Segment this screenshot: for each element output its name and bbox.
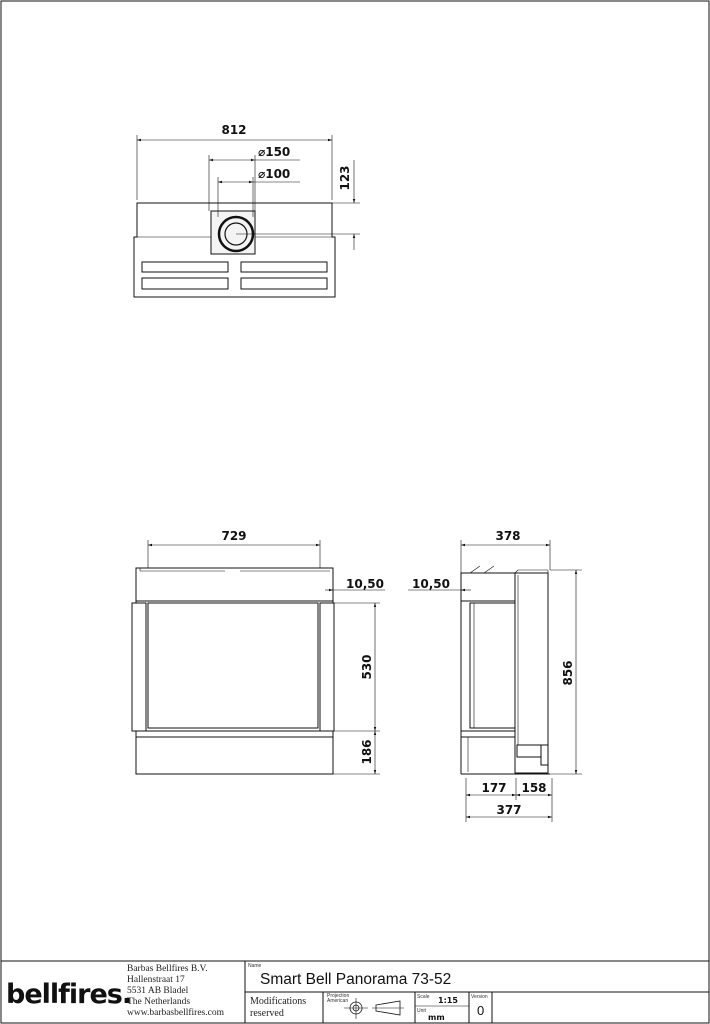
dimension-label-377: 377 [496,803,522,817]
vent-slot [241,278,327,289]
dimension-label-812: 812 [221,123,247,137]
vent-slot [142,262,228,272]
front-left-post [132,603,146,731]
modifications-note: reserved [250,1008,284,1019]
vent-slot [241,262,327,272]
side-back-section [515,573,548,773]
dimension-label-856: 856 [561,660,575,686]
dimension-label-10-50-front: 10,50 [346,577,384,591]
projection-caption: American [327,998,349,1004]
sheet-border [1,1,709,1023]
front-view [132,529,385,774]
dimension-label-530: 530 [360,654,374,680]
version-caption: Version [471,994,488,1000]
dimension-label-729: 729 [221,529,247,543]
address-line: www.barbasbellfires.com [127,1008,224,1018]
projection-caption: Projection [327,993,350,999]
address-line: Barbas Bellfires B.V. [127,964,208,974]
dimension-label-177: 177 [481,781,507,795]
front-glass-panel [148,603,318,728]
vent-slot [142,278,228,289]
company-logo: bellfires. [6,979,132,1010]
product-name: Smart Bell Panorama 73-52 [260,971,452,988]
name-caption: Name [248,963,262,969]
dimension-label-150: ⌀150 [258,145,291,159]
scale-caption: Scale [417,994,430,1000]
unit-caption: Unit [417,1008,426,1014]
side-glass-panel [470,603,515,728]
version-value: 0 [477,1003,485,1018]
projection-symbol-icon [344,998,404,1019]
dimension-label-10-50-side: 10,50 [412,577,450,591]
top-view [134,123,360,297]
address-line: The Netherlands [127,997,191,1007]
dimension-label-158: 158 [521,781,547,795]
modifications-note: Modifications [250,996,307,1007]
scale-value: 1:15 [438,996,458,1005]
title-block [1,961,709,1023]
side-view [408,529,582,822]
dimension-label-100: ⌀100 [258,167,291,181]
address-line: Hallenstraat 17 [127,975,185,985]
front-right-post [320,603,334,731]
address-line: 5531 AB Bladel [127,986,189,996]
unit-value: mm [428,1013,445,1022]
dimension-label-378: 378 [495,529,521,543]
dimension-label-186: 186 [360,739,374,765]
dimension-label-123: 123 [338,165,352,191]
